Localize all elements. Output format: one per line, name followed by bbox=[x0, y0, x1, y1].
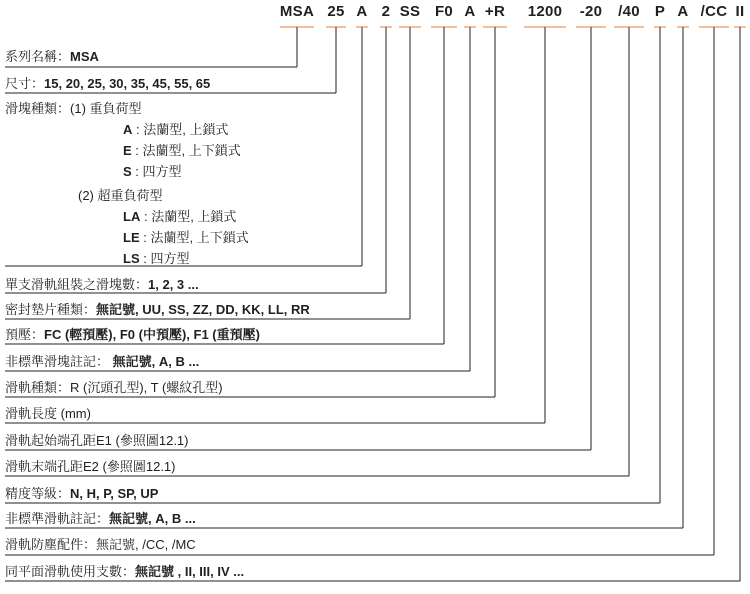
code-part: P bbox=[654, 3, 666, 20]
label-rail-count: 同平面滑軌使用支數：無記號 , II, III, IV ... bbox=[5, 564, 245, 579]
code-part: II bbox=[735, 3, 745, 20]
label-e1: 滑軌起始端孔距E1 (參照圖12.1) bbox=[5, 433, 189, 448]
code-part: MSA bbox=[279, 3, 315, 20]
label-nonstandard-block: 非標準滑塊註記： 無記號, A, B ... bbox=[5, 354, 200, 369]
block-option-s: S : 四方型 bbox=[123, 164, 182, 179]
block-option-a: A : 法蘭型, 上鎖式 bbox=[123, 122, 229, 137]
label-preload: 預壓：FC (輕預壓), F0 (中預壓), F1 (重預壓) bbox=[5, 327, 260, 342]
block-option-ls: LS : 四方型 bbox=[123, 251, 190, 266]
block-option-le: LE : 法蘭型, 上下鎖式 bbox=[123, 230, 249, 245]
code-part: 25 bbox=[327, 3, 345, 20]
label-blocks-per-rail: 單支滑軌組裝之滑塊數：1, 2, 3 ... bbox=[5, 277, 199, 292]
code-part: A bbox=[356, 3, 368, 20]
code-part: SS bbox=[399, 3, 421, 20]
label-e2: 滑軌末端孔距E2 (參照圖12.1) bbox=[5, 459, 176, 474]
code-part: F0 bbox=[434, 3, 454, 20]
label-nonstandard-rail: 非標準滑軌註記：無記號, A, B ... bbox=[5, 511, 196, 526]
label-rail-length: 滑軌長度 (mm) bbox=[5, 406, 91, 421]
code-part: +R bbox=[484, 3, 506, 20]
block-option-la: LA : 法蘭型, 上鎖式 bbox=[123, 209, 237, 224]
label-series: 系列名稱：MSA bbox=[5, 49, 99, 64]
label-dust-accessory: 滑軌防塵配件：無記號, /CC, /MC bbox=[5, 537, 196, 552]
code-part: 1200 bbox=[527, 3, 563, 20]
label-accuracy: 精度等級：N, H, P, SP, UP bbox=[5, 486, 159, 501]
code-part: A bbox=[677, 3, 689, 20]
code-part: A bbox=[464, 3, 476, 20]
label-seal-type: 密封墊片種類：無記號, UU, SS, ZZ, DD, KK, LL, RR bbox=[5, 302, 310, 317]
code-part: 2 bbox=[381, 3, 391, 20]
code-part: -20 bbox=[579, 3, 603, 20]
label-size: 尺寸：15, 20, 25, 30, 35, 45, 55, 65 bbox=[5, 76, 211, 91]
code-part: /40 bbox=[618, 3, 640, 20]
code-part: /CC bbox=[700, 3, 728, 20]
label-block-type: 滑塊種類：(1) 重負荷型 bbox=[5, 101, 142, 116]
block-super-heavy-title: (2) 超重負荷型 bbox=[78, 188, 163, 203]
block-option-e: E : 法蘭型, 上下鎖式 bbox=[123, 143, 241, 158]
label-rail-type: 滑軌種類：R (沉頭孔型), T (螺紋孔型) bbox=[5, 380, 223, 395]
